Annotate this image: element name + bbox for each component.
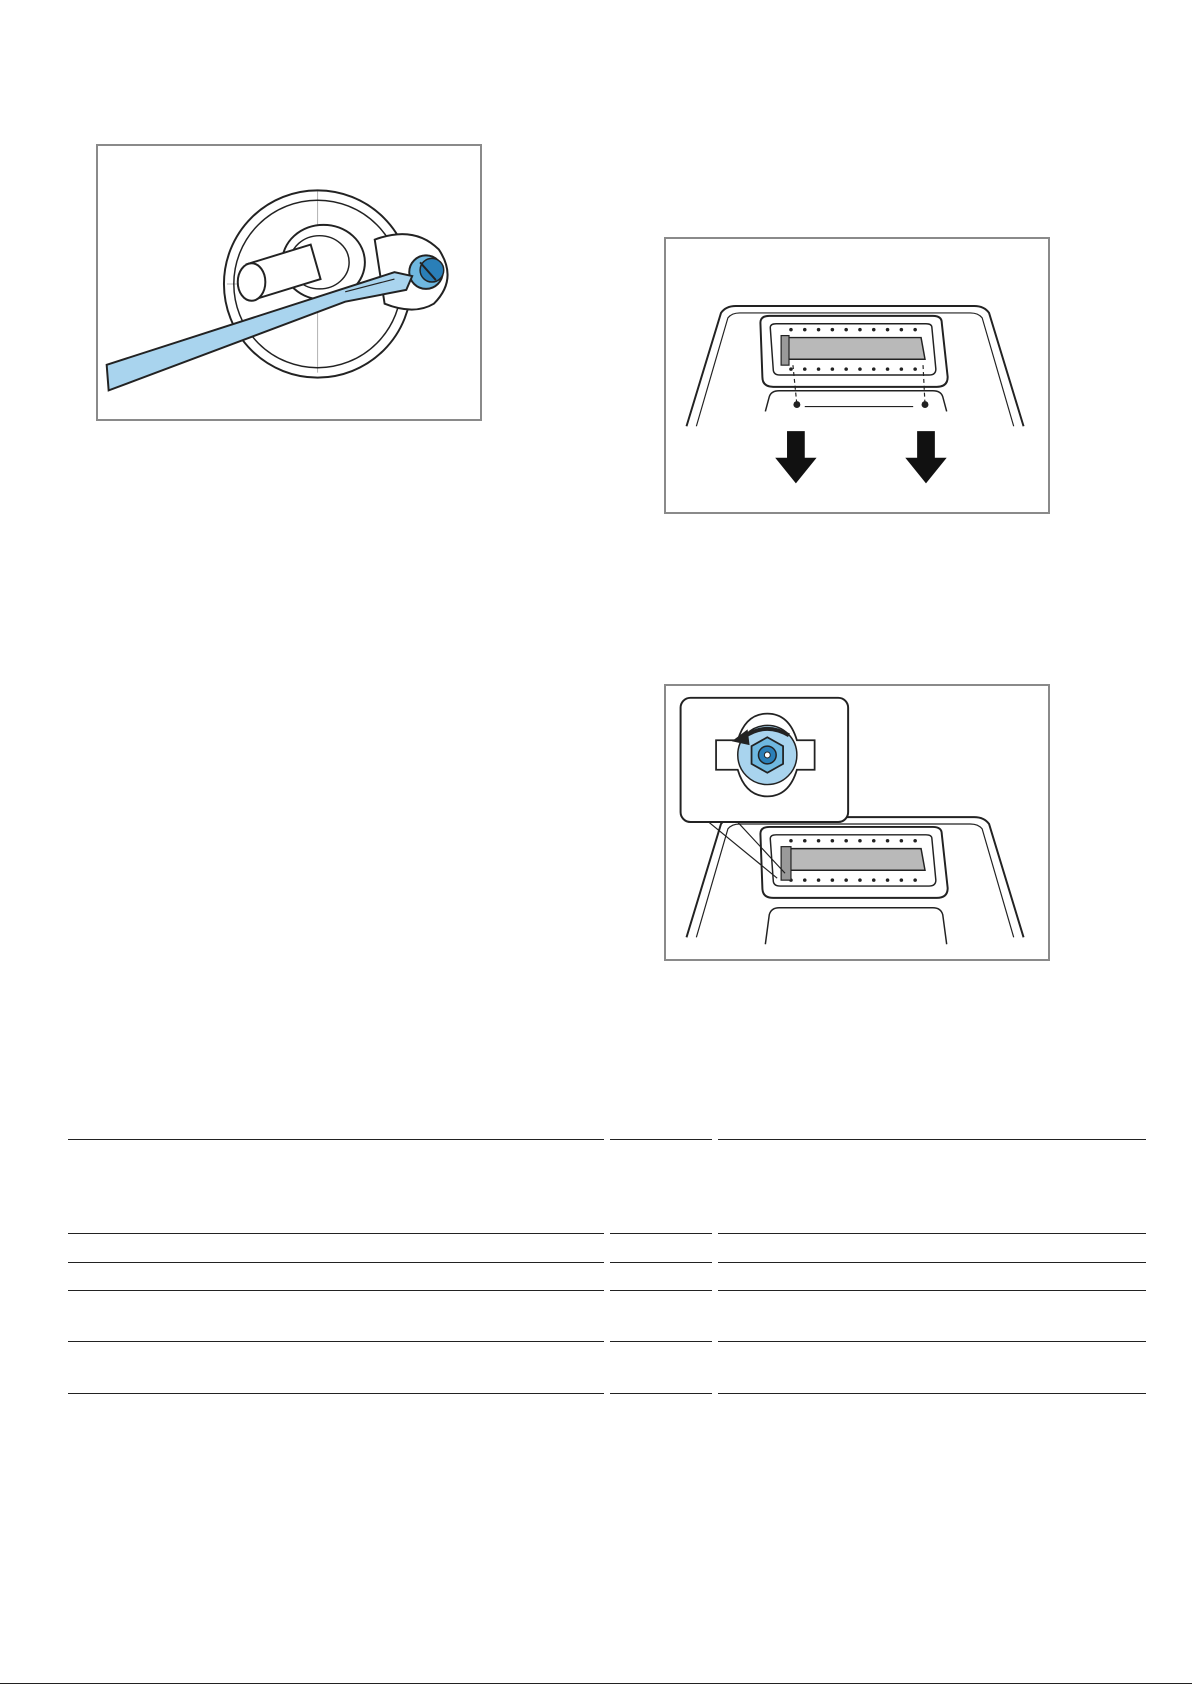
screwdriver-icon (98, 146, 480, 419)
column-gap (712, 1139, 718, 1141)
column-gap (604, 1233, 610, 1235)
grill-removal-icon (666, 239, 1048, 512)
column-gap (604, 1139, 610, 1141)
column-gap (712, 1233, 718, 1235)
grill-removal-figure (664, 237, 1050, 514)
column-gap (712, 1262, 718, 1264)
screw-turn-figure (664, 684, 1050, 961)
screw-turn-icon (666, 686, 1048, 959)
column-gap (712, 1393, 718, 1395)
page-footer-rule (0, 1683, 1192, 1684)
column-gap (604, 1262, 610, 1264)
column-gap (604, 1341, 610, 1343)
column-gap (712, 1341, 718, 1343)
column-gap (712, 1290, 718, 1292)
column-gap (604, 1393, 610, 1395)
column-gap (604, 1290, 610, 1292)
screwdriver-figure (96, 144, 482, 421)
